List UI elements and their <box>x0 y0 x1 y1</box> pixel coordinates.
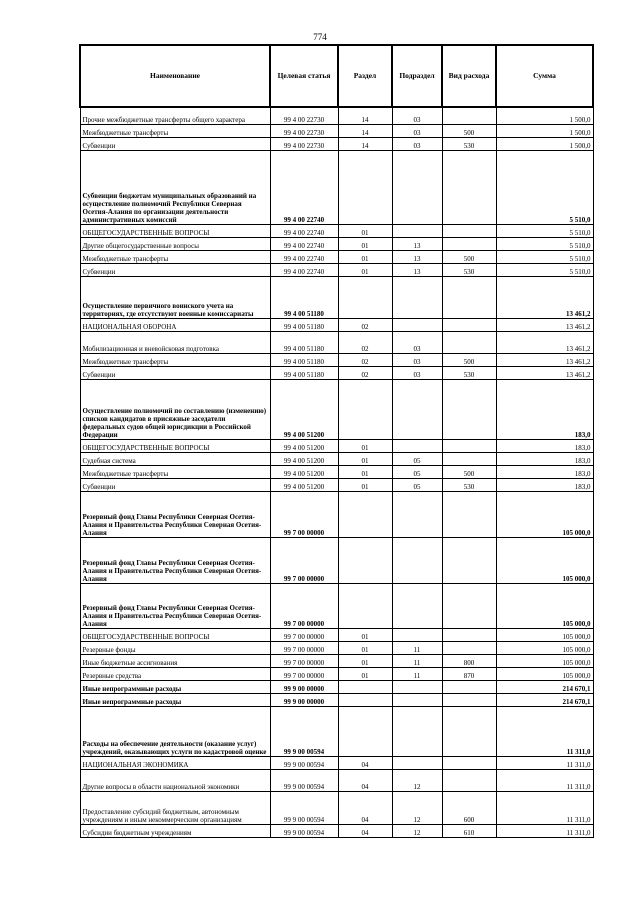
header-sum: Сумма <box>496 45 593 107</box>
table-header-row <box>80 45 593 107</box>
cell-section: 01 <box>338 667 392 680</box>
cell-sum: 11 311,0 <box>496 824 593 837</box>
cell-subsection: 13 <box>392 250 442 263</box>
cell-name: Расходы на обеспечение деятельности (оказание услуг) учреждений, оказывающих услуги по кадастровой оценке <box>80 706 270 756</box>
cell-subsection: 05 <box>392 465 442 478</box>
cell-subsection: 12 <box>392 791 442 824</box>
cell-target: 99 4 00 51180 <box>270 366 338 379</box>
cell-subsection <box>392 439 442 452</box>
table-row <box>80 628 593 641</box>
cell-subsection <box>392 150 442 224</box>
cell-expense-type <box>442 641 496 654</box>
cell-target: 99 7 00 00000 <box>270 628 338 641</box>
cell-section: 01 <box>338 439 392 452</box>
cell-sum: 214 670,1 <box>496 680 593 693</box>
cell-name: ОБЩЕГОСУДАРСТВЕННЫЕ ВОПРОСЫ <box>80 628 270 641</box>
table-row <box>80 263 593 276</box>
cell-section: 01 <box>338 224 392 237</box>
cell-target: 99 4 00 51180 <box>270 353 338 366</box>
cell-section <box>338 693 392 706</box>
cell-target: 99 4 00 22730 <box>270 137 338 150</box>
cell-target: 99 4 00 51200 <box>270 439 338 452</box>
cell-subsection: 13 <box>392 237 442 250</box>
cell-expense-type: 500 <box>442 124 496 137</box>
header-name: Наименование <box>80 45 270 107</box>
cell-expense-type <box>442 439 496 452</box>
table-row <box>80 478 593 491</box>
cell-sum: 11 311,0 <box>496 791 593 824</box>
cell-target: 99 9 00 00594 <box>270 791 338 824</box>
cell-sum: 5 510,0 <box>496 224 593 237</box>
cell-expense-type: 800 <box>442 654 496 667</box>
cell-section: 01 <box>338 250 392 263</box>
cell-target: 99 7 00 00000 <box>270 537 338 583</box>
cell-name: Осуществление полномочий по составлению (изменению) списков кандидатов в присяжные заседатели федеральных судов общей юрисдикции в Российской Федерации <box>80 379 270 439</box>
cell-name: Судебная система <box>80 452 270 465</box>
cell-name: Субвенции <box>80 478 270 491</box>
cell-section: 02 <box>338 318 392 331</box>
cell-sum: 105 000,0 <box>496 654 593 667</box>
cell-target: 99 9 00 00594 <box>270 706 338 756</box>
cell-subsection: 05 <box>392 478 442 491</box>
cell-section: 02 <box>338 331 392 353</box>
cell-sum: 1 500,0 <box>496 107 593 124</box>
cell-subsection <box>392 318 442 331</box>
cell-target: 99 4 00 22740 <box>270 237 338 250</box>
cell-expense-type <box>442 491 496 537</box>
cell-expense-type <box>442 680 496 693</box>
cell-expense-type <box>442 769 496 791</box>
cell-name: Межбюджетные трансферты <box>80 465 270 478</box>
cell-section <box>338 537 392 583</box>
cell-sum: 13 461,2 <box>496 276 593 318</box>
table-row <box>80 137 593 150</box>
table-row <box>80 654 593 667</box>
cell-section: 01 <box>338 237 392 250</box>
cell-subsection <box>392 491 442 537</box>
cell-target: 99 4 00 51180 <box>270 331 338 353</box>
cell-name: Межбюджетные трансферты <box>80 124 270 137</box>
cell-sum: 183,0 <box>496 439 593 452</box>
cell-name: Иные бюджетные ассигнования <box>80 654 270 667</box>
cell-expense-type: 530 <box>442 366 496 379</box>
cell-name: Резервные средства <box>80 667 270 680</box>
budget-table <box>79 44 594 838</box>
cell-subsection: 13 <box>392 263 442 276</box>
cell-expense-type <box>442 237 496 250</box>
cell-expense-type <box>442 224 496 237</box>
cell-subsection <box>392 693 442 706</box>
cell-subsection: 11 <box>392 654 442 667</box>
cell-sum: 105 000,0 <box>496 583 593 628</box>
page-number: 774 <box>313 32 327 42</box>
cell-subsection <box>392 680 442 693</box>
table-row <box>80 224 593 237</box>
cell-section <box>338 150 392 224</box>
cell-expense-type <box>442 318 496 331</box>
cell-section: 01 <box>338 478 392 491</box>
cell-expense-type <box>442 706 496 756</box>
table-row <box>80 824 593 837</box>
table-row <box>80 124 593 137</box>
cell-sum: 1 500,0 <box>496 137 593 150</box>
cell-name: Иные непрограммные расходы <box>80 693 270 706</box>
table-row <box>80 583 593 628</box>
cell-subsection <box>392 706 442 756</box>
cell-expense-type: 530 <box>442 137 496 150</box>
cell-name: ОБЩЕГОСУДАРСТВЕННЫЕ ВОПРОСЫ <box>80 224 270 237</box>
cell-section: 02 <box>338 366 392 379</box>
cell-name: Межбюджетные трансферты <box>80 353 270 366</box>
table-row <box>80 769 593 791</box>
table-row <box>80 318 593 331</box>
cell-expense-type <box>442 628 496 641</box>
cell-section: 14 <box>338 124 392 137</box>
table-row <box>80 537 593 583</box>
cell-section: 01 <box>338 465 392 478</box>
cell-section: 04 <box>338 769 392 791</box>
table-row <box>80 276 593 318</box>
table-row <box>80 379 593 439</box>
cell-sum: 214 670,1 <box>496 693 593 706</box>
cell-sum: 5 510,0 <box>496 250 593 263</box>
cell-target: 99 9 00 00000 <box>270 693 338 706</box>
cell-expense-type <box>442 276 496 318</box>
table-row <box>80 491 593 537</box>
cell-sum: 105 000,0 <box>496 667 593 680</box>
cell-sum: 183,0 <box>496 452 593 465</box>
cell-name: Субвенции <box>80 366 270 379</box>
cell-target: 99 4 00 51180 <box>270 318 338 331</box>
cell-target: 99 4 00 51200 <box>270 379 338 439</box>
cell-subsection <box>392 583 442 628</box>
cell-subsection: 03 <box>392 107 442 124</box>
cell-sum: 13 461,2 <box>496 353 593 366</box>
cell-sum: 5 510,0 <box>496 150 593 224</box>
cell-name: Осуществление первичного воинского учета на территориях, где отсутствуют военные комиссариаты <box>80 276 270 318</box>
cell-name: Субвенции <box>80 137 270 150</box>
header-target: Целевая статья <box>270 45 338 107</box>
table-row <box>80 791 593 824</box>
cell-sum: 183,0 <box>496 465 593 478</box>
cell-target: 99 4 00 22740 <box>270 263 338 276</box>
cell-section: 14 <box>338 137 392 150</box>
cell-name: Резервный фонд Главы Республики Северная Осетия-Алания и Правительства Республики Северная Осетия-Алания <box>80 537 270 583</box>
cell-expense-type <box>442 693 496 706</box>
cell-subsection <box>392 628 442 641</box>
cell-sum: 13 461,2 <box>496 366 593 379</box>
table-row <box>80 680 593 693</box>
cell-section <box>338 706 392 756</box>
cell-section: 01 <box>338 641 392 654</box>
cell-sum: 105 000,0 <box>496 641 593 654</box>
table-row <box>80 439 593 452</box>
header-section: Раздел <box>338 45 392 107</box>
cell-target: 99 4 00 51200 <box>270 452 338 465</box>
table-row <box>80 150 593 224</box>
table-row <box>80 452 593 465</box>
cell-name: Субвенции <box>80 263 270 276</box>
cell-expense-type <box>442 150 496 224</box>
cell-target: 99 4 00 51200 <box>270 478 338 491</box>
cell-name: Другие вопросы в области национальной экономики <box>80 769 270 791</box>
cell-expense-type <box>442 756 496 769</box>
cell-target: 99 4 00 22730 <box>270 124 338 137</box>
cell-target: 99 7 00 00000 <box>270 641 338 654</box>
cell-section <box>338 379 392 439</box>
cell-target: 99 7 00 00000 <box>270 667 338 680</box>
cell-expense-type <box>442 537 496 583</box>
cell-sum: 183,0 <box>496 379 593 439</box>
cell-name: Иные непрограммные расходы <box>80 680 270 693</box>
cell-section: 04 <box>338 756 392 769</box>
cell-section <box>338 276 392 318</box>
cell-name: НАЦИОНАЛЬНАЯ ОБОРОНА <box>80 318 270 331</box>
cell-sum: 13 461,2 <box>496 318 593 331</box>
cell-subsection: 03 <box>392 353 442 366</box>
cell-section: 01 <box>338 263 392 276</box>
cell-sum: 105 000,0 <box>496 537 593 583</box>
cell-name: Субсидии бюджетным учреждениям <box>80 824 270 837</box>
table-row <box>80 237 593 250</box>
cell-expense-type: 530 <box>442 263 496 276</box>
cell-name: Резервный фонд Главы Республики Северная Осетия-Алания и Правительства Республики Северная Осетия-Алания <box>80 491 270 537</box>
cell-target: 99 7 00 00000 <box>270 491 338 537</box>
table-row <box>80 667 593 680</box>
cell-expense-type: 600 <box>442 791 496 824</box>
cell-subsection <box>392 379 442 439</box>
cell-subsection: 11 <box>392 667 442 680</box>
cell-target: 99 7 00 00000 <box>270 583 338 628</box>
cell-section: 01 <box>338 452 392 465</box>
cell-name: Прочие межбюджетные трансферты общего характера <box>80 107 270 124</box>
cell-subsection <box>392 276 442 318</box>
table-row <box>80 250 593 263</box>
cell-subsection: 03 <box>392 137 442 150</box>
cell-subsection <box>392 756 442 769</box>
cell-name: НАЦИОНАЛЬНАЯ ЭКОНОМИКА <box>80 756 270 769</box>
cell-expense-type: 500 <box>442 465 496 478</box>
cell-expense-type: 870 <box>442 667 496 680</box>
cell-section <box>338 491 392 537</box>
cell-expense-type <box>442 583 496 628</box>
cell-sum: 5 510,0 <box>496 237 593 250</box>
cell-section: 02 <box>338 353 392 366</box>
cell-subsection: 11 <box>392 641 442 654</box>
table-body <box>80 107 593 837</box>
cell-target: 99 7 00 00000 <box>270 654 338 667</box>
cell-sum: 105 000,0 <box>496 628 593 641</box>
cell-section <box>338 680 392 693</box>
table-row <box>80 366 593 379</box>
cell-target: 99 4 00 51180 <box>270 276 338 318</box>
cell-name: Резервный фонд Главы Республики Северная Осетия-Алания и Правительства Республики Северная Осетия-Алания <box>80 583 270 628</box>
cell-name: Мобилизационная и вневойсковая подготовка <box>80 331 270 353</box>
table-row <box>80 706 593 756</box>
cell-sum: 105 000,0 <box>496 491 593 537</box>
cell-subsection: 12 <box>392 824 442 837</box>
cell-name: ОБЩЕГОСУДАРСТВЕННЫЕ ВОПРОСЫ <box>80 439 270 452</box>
cell-sum: 11 311,0 <box>496 769 593 791</box>
cell-sum: 1 500,0 <box>496 124 593 137</box>
cell-sum: 13 461,2 <box>496 331 593 353</box>
cell-expense-type <box>442 452 496 465</box>
header-expense-type: Вид расхода <box>442 45 496 107</box>
cell-target: 99 4 00 51200 <box>270 465 338 478</box>
cell-subsection <box>392 224 442 237</box>
header-subsection: Подраздел <box>392 45 442 107</box>
cell-name: Субвенции бюджетам муниципальных образований на осуществление полномочий Республики Северная Осетия-Алания по организации деятельности административных комиссий <box>80 150 270 224</box>
cell-target: 99 9 00 00594 <box>270 769 338 791</box>
cell-target: 99 4 00 22740 <box>270 224 338 237</box>
cell-subsection: 03 <box>392 366 442 379</box>
cell-expense-type: 500 <box>442 353 496 366</box>
cell-target: 99 4 00 22740 <box>270 250 338 263</box>
cell-section <box>338 583 392 628</box>
cell-subsection: 03 <box>392 124 442 137</box>
cell-expense-type: 500 <box>442 250 496 263</box>
cell-target: 99 9 00 00000 <box>270 680 338 693</box>
cell-name: Предоставление субсидий бюджетным, автономным учреждениям и иным некоммерческим организациям <box>80 791 270 824</box>
cell-name: Другие общегосударственные вопросы <box>80 237 270 250</box>
cell-section: 01 <box>338 628 392 641</box>
cell-target: 99 9 00 00594 <box>270 756 338 769</box>
table-row <box>80 353 593 366</box>
cell-target: 99 9 00 00594 <box>270 824 338 837</box>
cell-section: 04 <box>338 791 392 824</box>
table-row <box>80 693 593 706</box>
table-row <box>80 331 593 353</box>
cell-subsection: 03 <box>392 331 442 353</box>
cell-sum: 11 311,0 <box>496 756 593 769</box>
cell-section: 14 <box>338 107 392 124</box>
table-row <box>80 107 593 124</box>
cell-section: 01 <box>338 654 392 667</box>
table-row <box>80 756 593 769</box>
cell-expense-type: 610 <box>442 824 496 837</box>
cell-subsection <box>392 537 442 583</box>
cell-expense-type: 530 <box>442 478 496 491</box>
cell-expense-type <box>442 107 496 124</box>
cell-section: 04 <box>338 824 392 837</box>
cell-subsection: 12 <box>392 769 442 791</box>
cell-sum: 11 311,0 <box>496 706 593 756</box>
table-row <box>80 465 593 478</box>
cell-sum: 5 510,0 <box>496 263 593 276</box>
cell-target: 99 4 00 22730 <box>270 107 338 124</box>
cell-sum: 183,0 <box>496 478 593 491</box>
cell-target: 99 4 00 22740 <box>270 150 338 224</box>
cell-expense-type <box>442 379 496 439</box>
cell-subsection: 05 <box>392 452 442 465</box>
table-row <box>80 641 593 654</box>
cell-expense-type <box>442 331 496 353</box>
cell-name: Резервные фонды <box>80 641 270 654</box>
cell-name: Межбюджетные трансферты <box>80 250 270 263</box>
